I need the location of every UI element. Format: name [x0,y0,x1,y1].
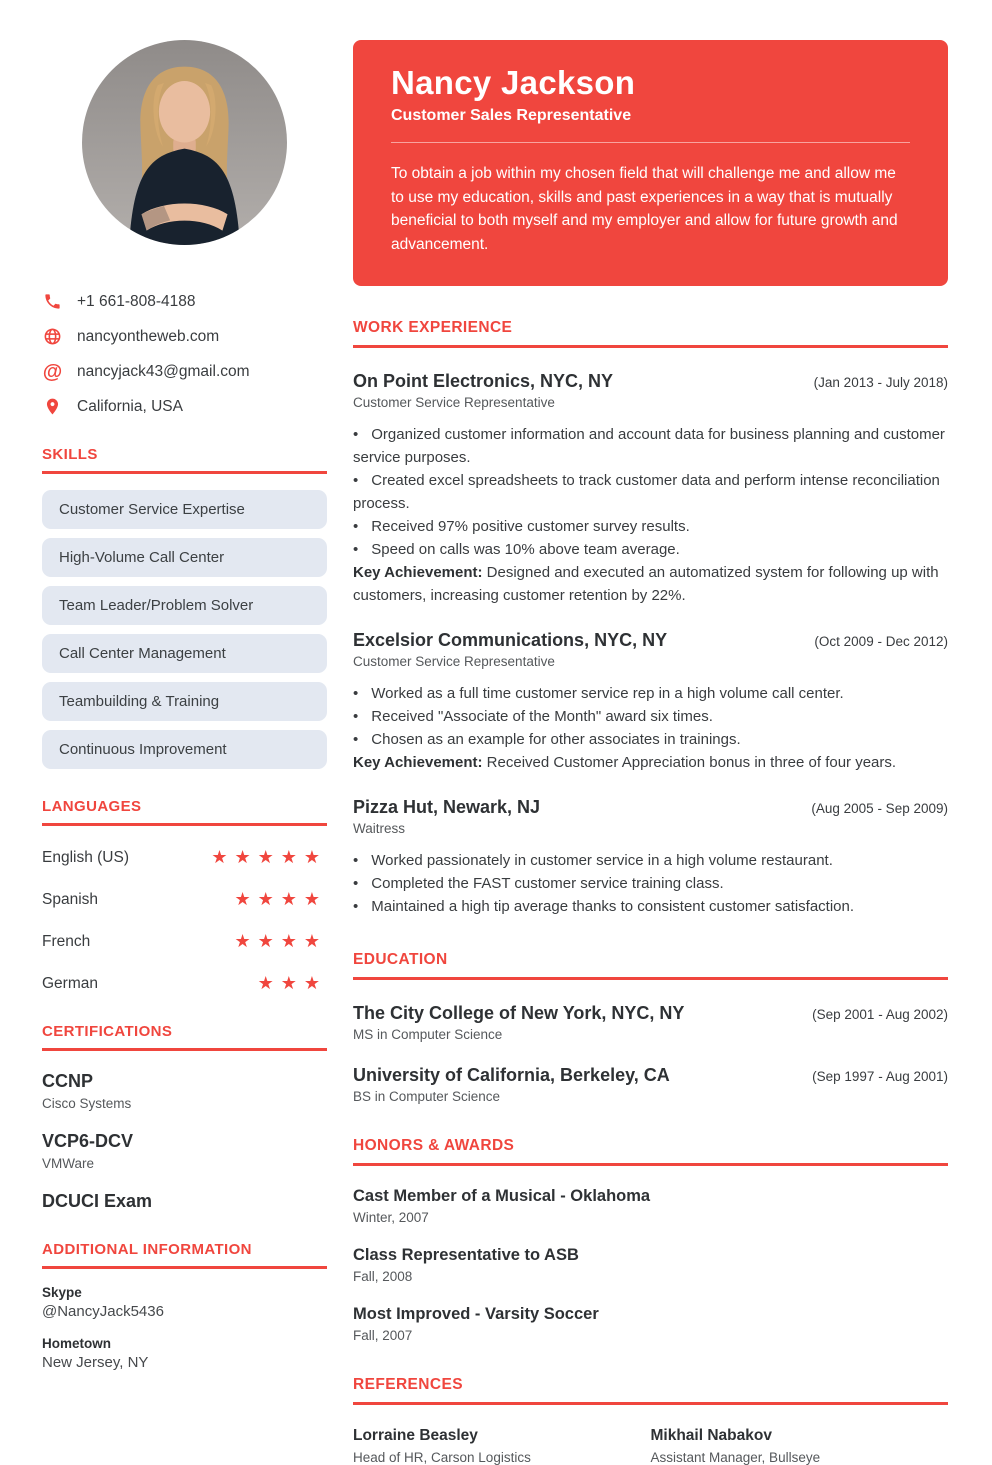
reference-role: Head of HR, Carson Logistics [353,1450,531,1465]
certification-org: Cisco Systems [42,1096,132,1111]
reference-name: Lorraine Beasley [353,1427,478,1445]
key-achievement-label: Key Achievement: [353,754,483,772]
certification-item [42,1191,327,1212]
degree-name: MS in Computer Science [353,1027,503,1043]
education-heading: EDUCATION [353,951,948,980]
bullet-item: • Received 97% positive customer survey results. [353,515,948,538]
job-role: Customer Service Representative [353,395,555,411]
info-value: New Jersey, NY [42,1354,149,1371]
language-row [42,931,327,952]
skill-pill: Call Center Management [42,634,327,673]
certification-item [42,1131,327,1171]
reference-entry [353,1427,651,1465]
key-achievement-text: Designed and executed an automatized system for following up with customers, increasing customer retention by 22%. [353,564,939,605]
certification-name: DCUCI Exam [42,1191,153,1211]
skill-pill: Continuous Improvement [42,730,327,769]
location-pin-icon [42,396,63,417]
school-name: University of California, Berkeley, CA [353,1065,670,1086]
job-bullets [353,423,948,561]
honor-date: Winter, 2007 [353,1210,429,1226]
additional-info-heading: ADDITIONAL INFORMATION [42,1241,327,1269]
job-bullets [353,682,948,751]
certifications-list [42,1071,327,1212]
job-company: Excelsior Communications, NYC, NY [353,630,668,651]
education-dates: (Sep 1997 - Aug 2001) [812,1069,948,1085]
reference-role: Assistant Manager, Bullseye [650,1450,821,1465]
certification-org: VMWare [42,1156,95,1171]
star-rating: ★★★ [257,973,327,993]
education-dates: (Sep 2001 - Aug 2002) [812,1007,948,1023]
skill-pill: Teambuilding & Training [42,682,327,721]
job-role: Waitress [353,821,406,837]
honor-name: Most Improved - Varsity Soccer [353,1305,599,1324]
job-entry [353,797,948,918]
candidate-name: Nancy Jackson [391,64,636,101]
contact-email [42,361,327,382]
certifications-heading: CERTIFICATIONS [42,1023,327,1051]
job-entry [353,371,948,607]
honor-date: Fall, 2007 [353,1328,413,1344]
additional-info-section [42,1241,327,1371]
work-experience-section [353,319,948,918]
location-text: California, USA [77,397,183,415]
bullet-item: • Maintained a high tip average thanks to consistent customer satisfaction. [353,895,948,918]
star-rating: ★★★★★ [211,847,327,867]
language-name: Spanish [42,890,99,908]
language-row [42,847,327,868]
school-name: The City College of New York, NYC, NY [353,1003,685,1024]
info-label: Skype [42,1285,82,1300]
contact-phone [42,291,327,312]
education-entry [353,1003,948,1042]
key-achievement-text: Received Customer Appreciation bonus in three of four years. [486,754,897,772]
language-row [42,973,327,994]
honor-date: Fall, 2008 [353,1269,413,1285]
job-dates: (Aug 2005 - Sep 2009) [811,801,948,817]
contact-location [42,396,327,417]
honor-entry [353,1305,948,1343]
work-experience-heading: WORK EXPERIENCE [353,319,948,348]
portrait-illustration [82,40,287,245]
phone-icon [42,291,63,312]
language-name: English (US) [42,848,129,866]
honors-awards-section [353,1137,948,1343]
languages-list [42,847,327,994]
education-section [353,951,948,1104]
candidate-title: Customer Sales Representative [391,107,632,124]
additional-info-list [42,1285,327,1371]
additional-info-item [42,1336,327,1371]
honor-entry [353,1187,948,1225]
skills-heading: SKILLS [42,446,327,474]
references-section [353,1376,948,1465]
at-icon: @ [42,360,63,383]
skills-section [42,446,327,769]
language-name: French [42,932,91,950]
key-achievement [353,561,948,607]
skill-pill: Team Leader/Problem Solver [42,586,327,625]
resume-header [353,40,948,286]
reference-name: Mikhail Nabakov [650,1427,772,1445]
profile-photo [82,40,287,245]
bullet-item: • Completed the FAST customer service training class. [353,872,948,895]
contact-website [42,326,327,347]
job-dates: (Oct 2009 - Dec 2012) [814,634,948,650]
phone-number: +1 661-808-4188 [77,292,196,310]
job-bullets [353,849,948,918]
info-label: Hometown [42,1336,111,1351]
key-achievement [353,751,948,774]
key-achievement-label: Key Achievement: [353,564,483,582]
language-name: German [42,974,98,992]
certification-name: VCP6-DCV [42,1131,134,1151]
bullet-item: • Worked passionately in customer service in a high volume restaurant. [353,849,948,872]
honors-awards-heading: HONORS & AWARDS [353,1137,948,1166]
skill-pill: High-Volume Call Center [42,538,327,577]
star-rating: ★★★★ [234,889,327,909]
education-entry [353,1065,948,1104]
job-role: Customer Service Representative [353,654,555,670]
bullet-item: • Created excel spreadsheets to track customer data and perform intense reconciliation process. [353,469,948,515]
certification-name: CCNP [42,1071,94,1091]
references-list [353,1427,948,1465]
job-entry [353,630,948,774]
certifications-section [42,1023,327,1212]
honor-entry [353,1246,948,1284]
job-company: Pizza Hut, Newark, NJ [353,797,541,818]
references-heading: REFERENCES [353,1376,948,1405]
objective-summary: To obtain a job within my chosen field that will challenge me and allow me to use my education, skills and past experiences in a way that is mutually beneficial to both myself and my employer and allow for future growth and advancement. [391,165,898,253]
bullet-item: • Organized customer information and account data for business planning and customer service purposes. [353,423,948,469]
info-value: @NancyJack5436 [42,1303,164,1320]
languages-heading: LANGUAGES [42,798,327,826]
language-row [42,889,327,910]
bullet-item: • Speed on calls was 10% above team average. [353,538,948,561]
skill-pill: Customer Service Expertise [42,490,327,529]
contact-list [42,291,327,417]
honor-name: Class Representative to ASB [353,1246,579,1265]
languages-section [42,798,327,994]
star-rating: ★★★★ [234,931,327,951]
bullet-item: • Received "Associate of the Month" award six times. [353,705,948,728]
honor-name: Cast Member of a Musical - Oklahoma [353,1187,651,1206]
job-company: On Point Electronics, NYC, NY [353,371,614,392]
globe-icon [42,326,63,347]
degree-name: BS in Computer Science [353,1089,501,1105]
reference-entry [651,1427,949,1465]
skills-list [42,490,327,769]
sidebar [42,30,327,1371]
main-column [353,40,948,1465]
website-url[interactable]: nancyontheweb.com [77,327,220,345]
certification-item [42,1071,327,1111]
header-divider [391,142,910,143]
email-address[interactable]: nancyjack43@gmail.com [77,362,250,380]
bullet-item: • Worked as a full time customer service rep in a high volume call center. [353,682,948,705]
job-dates: (Jan 2013 - July 2018) [813,375,948,391]
additional-info-item [42,1285,327,1320]
bullet-item: • Chosen as an example for other associates in trainings. [353,728,948,751]
